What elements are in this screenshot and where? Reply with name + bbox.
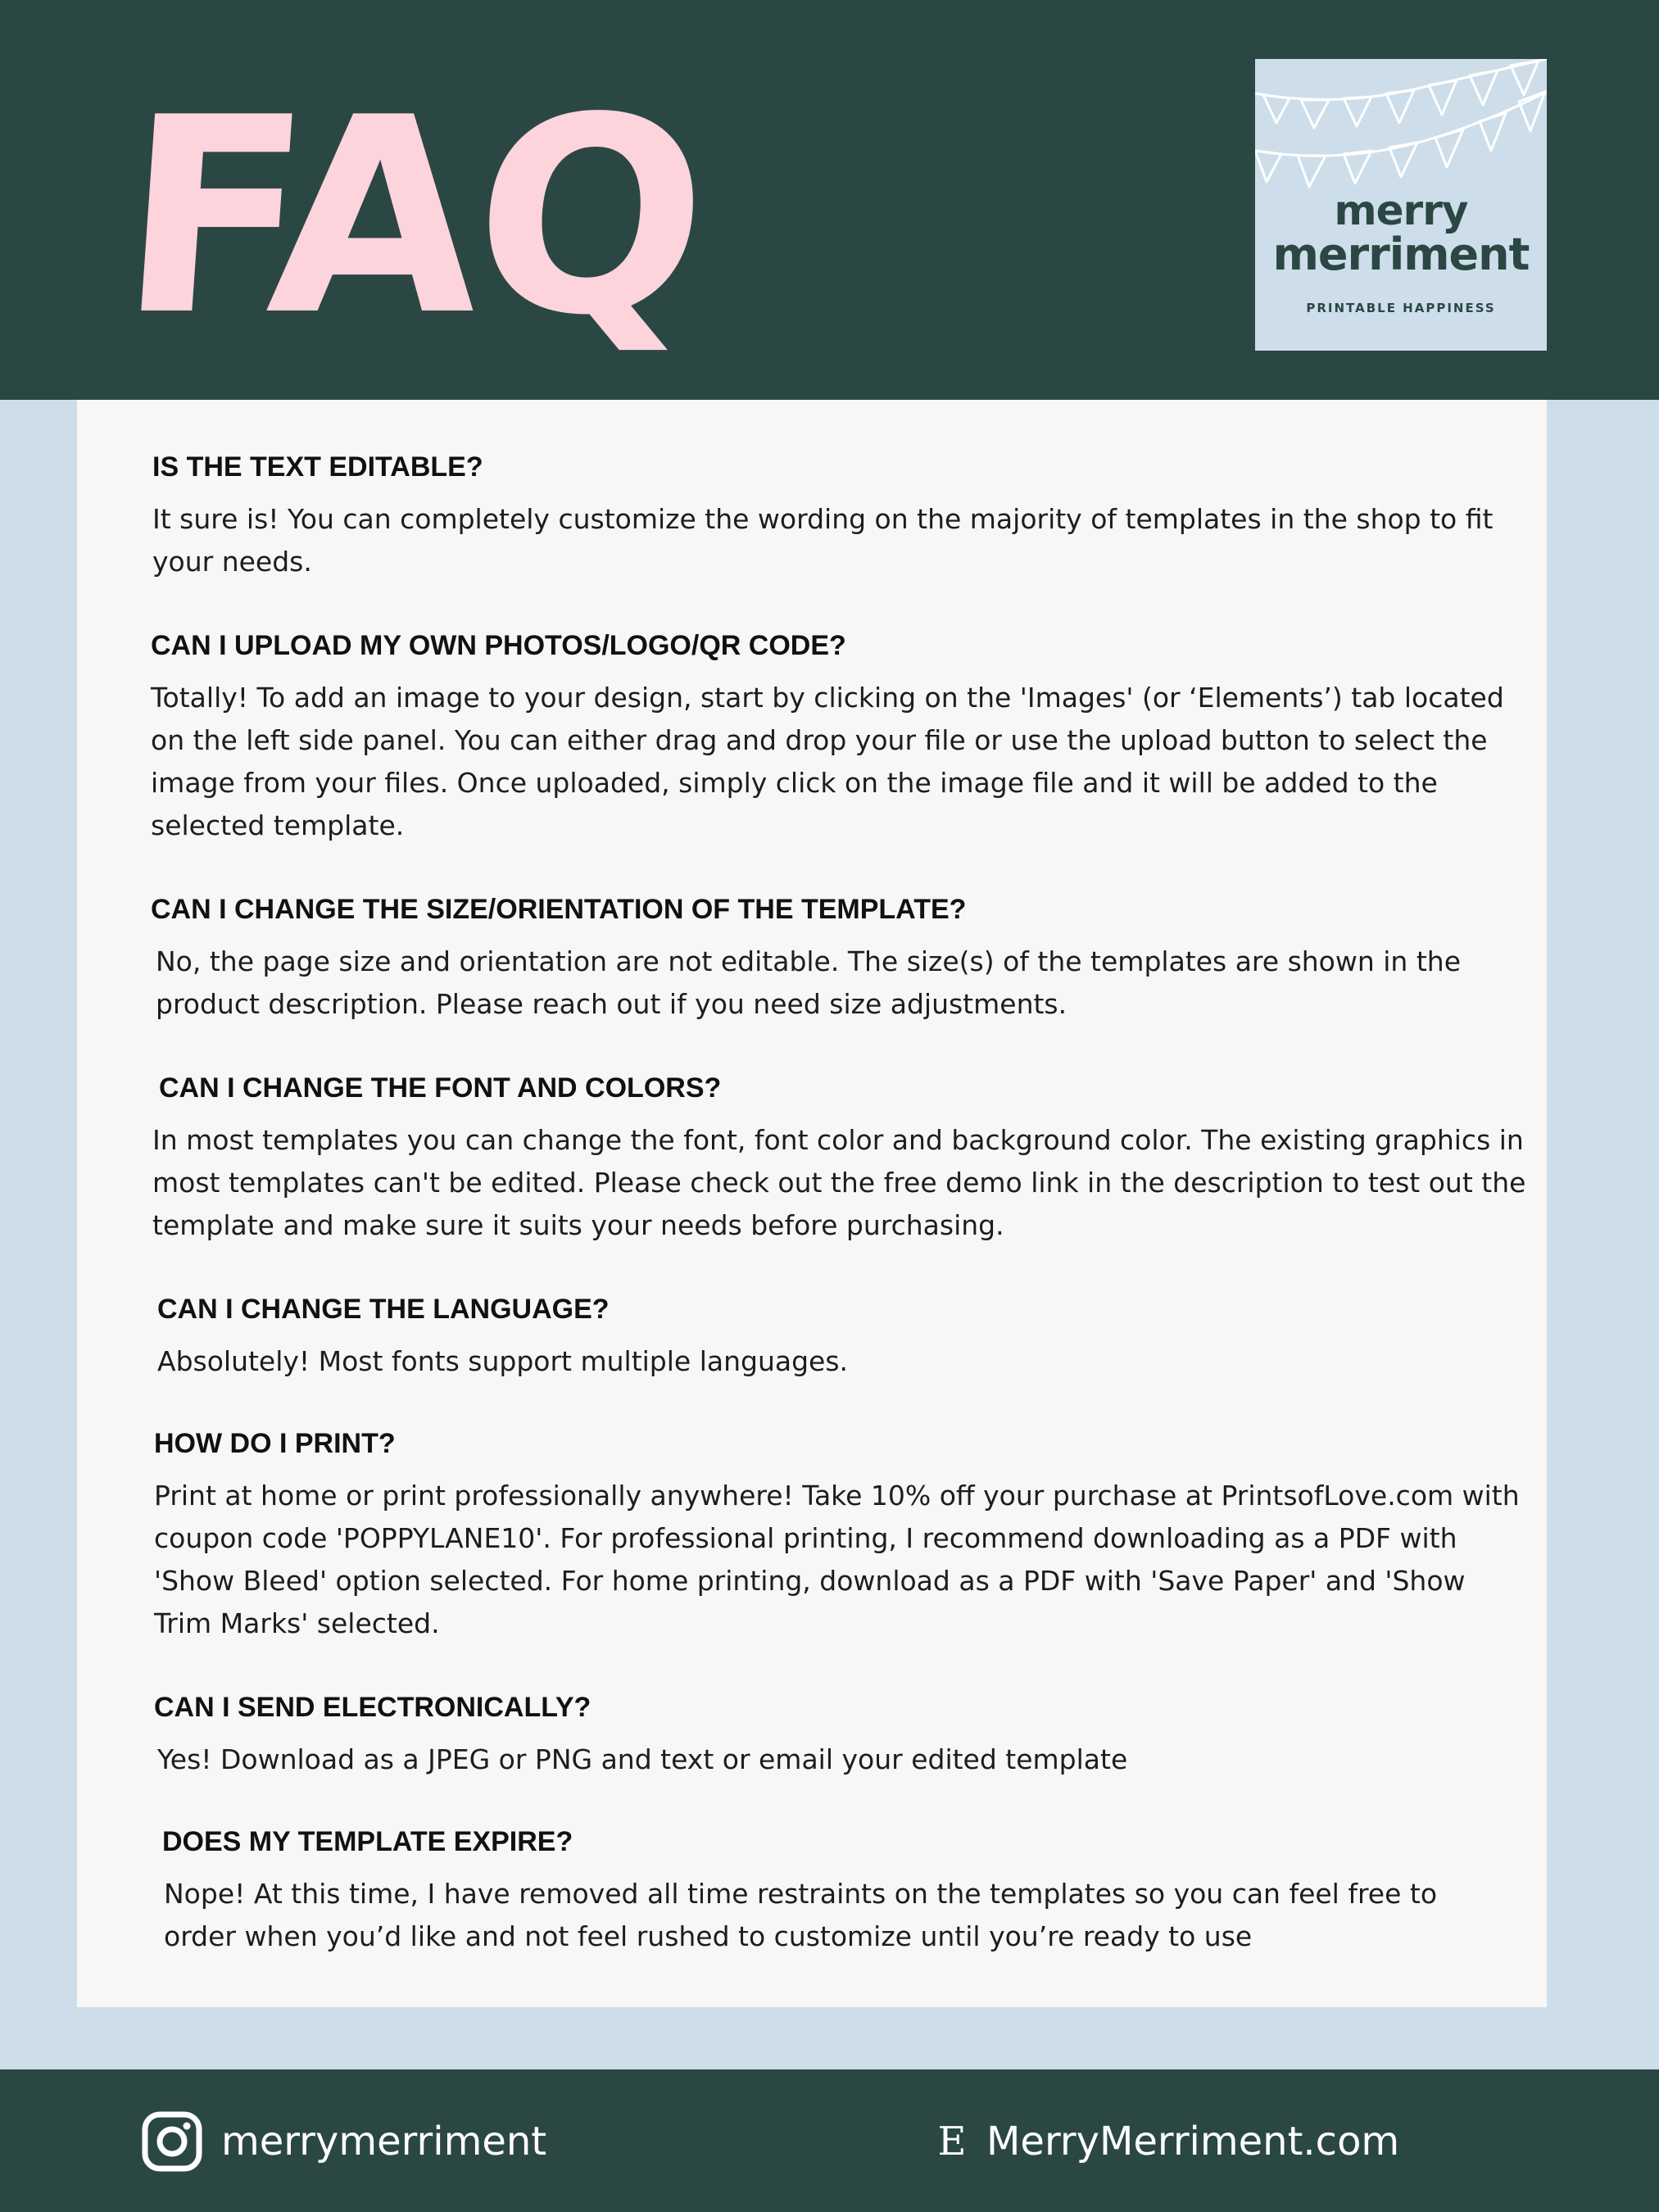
header-banner <box>0 0 1659 400</box>
faq-question: IS THE TEXT EDITABLE? <box>152 451 483 483</box>
faq-question: CAN I CHANGE THE SIZE/ORIENTATION OF THE TEMPLATE? <box>151 894 967 925</box>
faq-question: CAN I CHANGE THE LANGUAGE? <box>157 1294 610 1325</box>
faq-item-template-expire <box>162 1825 1514 1958</box>
faq-question: DOES MY TEMPLATE EXPIRE? <box>162 1826 573 1857</box>
faq-answer: Yes! Download as a JPEG or PNG and text or email your edited template <box>157 1743 1128 1775</box>
faq-answer: It sure is! You can completely customize the wording on the majority of templates in the shop to fit your needs. <box>152 503 1494 578</box>
faq-item-send-electronically <box>154 1691 1498 1781</box>
faq-panel <box>77 400 1547 2007</box>
page-title: FAQ <box>111 60 712 374</box>
faq-item-text-editable <box>152 451 1512 583</box>
footer-banner <box>0 2069 1659 2212</box>
faq-answer: In most templates you can change the font, font color and background color. The existing graphics in most templates can't be edited. Please check out the free demo link in the description to test out the template and make sure it suits your needs before purchasing. <box>152 1124 1526 1241</box>
brand-logo <box>1255 59 1547 351</box>
faq-question: HOW DO I PRINT? <box>154 1428 396 1459</box>
instagram-handle: merrymerriment <box>221 2119 547 2164</box>
logo-tagline: PRINTABLE HAPPINESS <box>1306 301 1496 315</box>
etsy-icon: E <box>937 2119 967 2164</box>
faq-answer: Print at home or print professionally anywhere! Take 10% off your purchase at PrintsofLove.com with coupon code 'POPPYLANE10'. For professional printing, I recommend downloading as a PDF with 'Show Bleed' option selected. For home printing, download as a PDF with 'Save Paper' and 'Show Trim Marks' selected. <box>154 1480 1520 1639</box>
faq-answer: Absolutely! Most fonts support multiple languages. <box>157 1345 849 1377</box>
faq-question: CAN I UPLOAD MY OWN PHOTOS/LOGO/QR CODE? <box>151 630 846 661</box>
faq-answer: Nope! At this time, I have removed all time restraints on the templates so you can feel free to order when you’d like and not feel rushed to customize until you’re ready to use <box>164 1878 1438 1952</box>
logo-wordmark-line2: merriment <box>1272 229 1530 280</box>
faq-item-language <box>157 1293 1501 1383</box>
instagram-link[interactable] <box>141 2110 546 2173</box>
instagram-icon <box>141 2110 203 2173</box>
faq-question: CAN I SEND ELECTRONICALLY? <box>154 1692 592 1723</box>
faq-item-font-colors <box>152 1072 1535 1247</box>
faq-answer: No, the page size and orientation are not editable. The size(s) of the templates are shown in the product description. Please reach out if you need size adjustments. <box>156 945 1461 1020</box>
logo-wordmark-line1: merry <box>1334 187 1468 234</box>
faq-question: CAN I CHANGE THE FONT AND COLORS? <box>159 1072 722 1104</box>
website-link[interactable] <box>936 2110 1399 2173</box>
faq-item-upload-photos <box>151 629 1527 847</box>
website-url: MerryMerriment.com <box>986 2119 1400 2164</box>
faq-item-size-orientation <box>151 893 1494 1026</box>
faq-item-print <box>154 1427 1522 1645</box>
faq-answer: Totally! To add an image to your design, start by clicking on the 'Images' (or ‘Elements’) tab located on the left side panel. You can either drag and drop your file or use the upload button to select the image from your files. Once uploaded, simply click on the image file and it will be added to the selected template. <box>151 682 1504 841</box>
